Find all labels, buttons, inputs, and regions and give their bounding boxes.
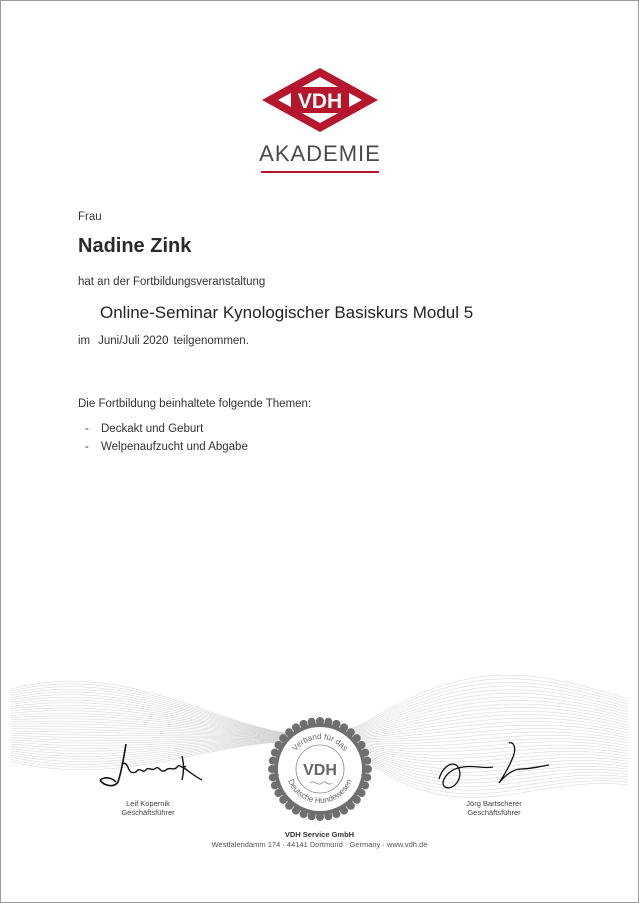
date-suffix: teilgenommen.: [173, 335, 249, 347]
signatory-name: Leif Kopernik: [126, 799, 170, 808]
seal-center-text: VDH: [303, 762, 337, 779]
topics-intro: Die Fortbildung beinhaltete folgende Themen:: [78, 398, 312, 410]
footer-company: VDH Service GmbH: [284, 830, 355, 839]
seal-ring-top: Verband für das: [290, 731, 350, 753]
seminar-title: Online-Seminar Kynologischer Basiskurs Modul 5: [100, 303, 474, 322]
list-item: - Deckakt und Geburt: [85, 423, 204, 435]
logo-underline: [261, 171, 379, 173]
salutation: Frau: [78, 211, 102, 223]
seal-ring-bottom: Deutsche Hundewesen: [286, 777, 354, 806]
topic-label: Deckakt und Geburt: [101, 423, 204, 435]
vdh-diamond-badge: [261, 67, 379, 133]
date-value: Juni/Juli 2020: [98, 335, 169, 347]
logo-wordmark: AKADEMIE: [259, 141, 381, 166]
participant-name: Nadine Zink: [78, 235, 192, 257]
signatory-name: Jörg Bartscherer: [466, 799, 522, 808]
footer-address: Westfalendamm 174 · 44141 Dortmund · Germany · www.vdh.de: [211, 840, 428, 849]
date-prefix: im: [78, 335, 91, 347]
signatory-role: Geschäftsführer: [121, 808, 175, 817]
logo-badge-text: VDH: [297, 90, 343, 113]
vdh-akademie-logo: [259, 67, 381, 177]
signatory-role: Geschäftsführer: [467, 808, 521, 817]
topic-label: Welpenaufzucht und Abgabe: [101, 441, 248, 453]
intro-text: hat an der Fortbildungsveranstaltung: [78, 276, 266, 288]
signature-bartscherer: [433, 739, 553, 794]
signature-kopernik: [96, 736, 206, 791]
list-item: - Welpenaufzucht und Abgabe: [85, 441, 248, 453]
vdh-seal: [268, 717, 372, 821]
date-line: [78, 335, 249, 347]
